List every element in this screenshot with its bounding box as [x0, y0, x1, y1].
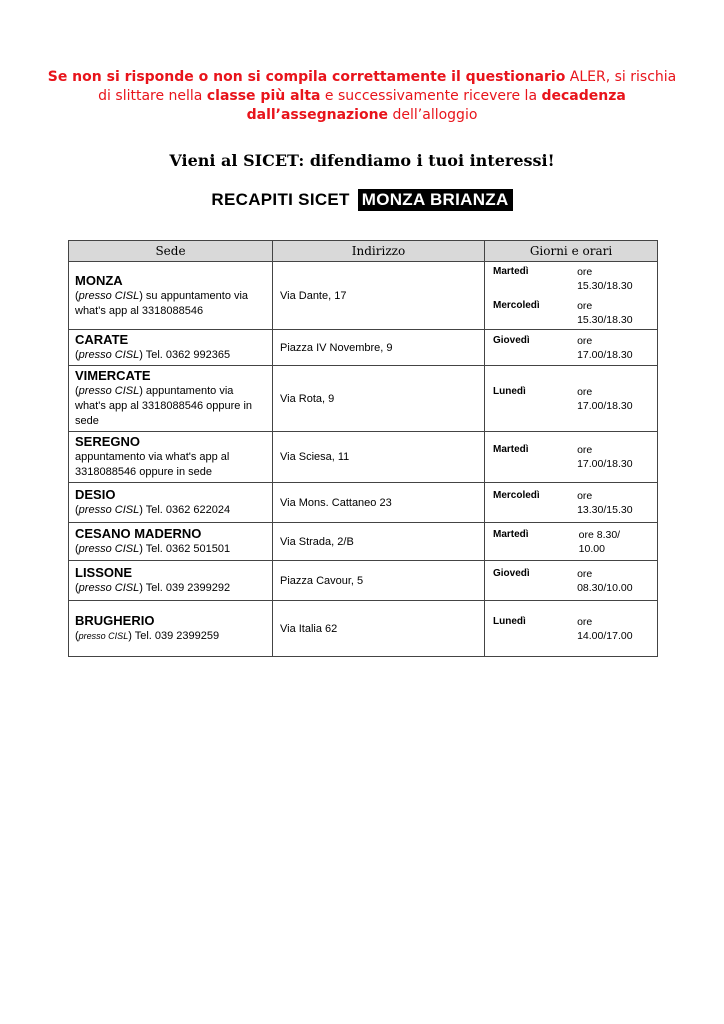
slot-time: ore 17.00/18.30: [577, 385, 633, 412]
table-row: [69, 330, 658, 366]
cell-sede: [69, 432, 273, 483]
slot-day: Lunedì: [493, 615, 526, 627]
slot-time: ore 15.30/18.30: [577, 265, 633, 292]
header-sede: Sede: [69, 241, 273, 262]
table-row: [69, 523, 658, 561]
slot-time: ore 13.30/15.30: [577, 489, 633, 516]
time-slot: [493, 299, 649, 327]
cell-address: Via Rota, 9: [273, 366, 485, 432]
warning-text-6: dell’alloggio: [388, 107, 478, 123]
slot-time: ore 17.00/18.30: [577, 334, 633, 361]
office-presso: presso CISL: [78, 289, 140, 302]
office-desc: (presso CISL) Tel. 0362 622024: [75, 504, 231, 516]
cell-sede: [69, 601, 273, 657]
office-desc: (presso CISL) su appuntamento via what's app al 3318088546: [75, 289, 249, 317]
office-presso: presso CISL: [78, 504, 140, 516]
slot-day: Mercoledì: [493, 299, 540, 311]
cell-times: [485, 330, 658, 366]
cell-sede: [69, 523, 273, 561]
office-name: DESIO: [75, 487, 116, 502]
office-desc: (presso CISL) Tel. 0362 992365: [75, 349, 231, 361]
warning-bold-3: classe più alta: [206, 88, 321, 104]
slot-time: ore 14.00/17.00: [577, 615, 633, 642]
slot-day: Mercoledì: [493, 489, 540, 501]
cell-times: [485, 432, 658, 483]
office-presso: presso CISL: [78, 631, 129, 641]
slot-day: Giovedì: [493, 334, 530, 346]
office-name: LISSONE: [75, 565, 133, 580]
office-name: VIMERCATE: [75, 368, 151, 383]
cell-address: Via Italia 62: [273, 601, 485, 657]
table-row: [69, 432, 658, 483]
office-desc-text: ) Tel. 0362 992365: [139, 349, 231, 361]
office-presso: presso CISL: [78, 582, 140, 594]
office-desc-text: ) appuntamento via what's app al 3318088546 oppure in sede: [75, 385, 253, 427]
slot-day: Martedì: [493, 265, 529, 277]
cell-times: [485, 262, 658, 330]
cell-sede: [69, 330, 273, 366]
cell-sede: [69, 483, 273, 523]
cell-sede: [69, 262, 273, 330]
time-slot: [493, 489, 649, 517]
slot-time: ore 17.00/18.30: [577, 444, 633, 470]
slot-day: Lunedì: [493, 385, 526, 397]
office-desc-text: ) Tel. 039 2399292: [139, 582, 231, 594]
slot-day: Giovedì: [493, 567, 530, 579]
office-desc: (presso CISL) Tel. 039 2399259: [75, 630, 220, 642]
time-slot: [493, 443, 649, 471]
office-desc-text: ) su appuntamento via what's app al 3318088546: [75, 289, 249, 317]
office-desc-text: ) Tel. 0362 622024: [139, 504, 231, 516]
cell-times: [485, 561, 658, 601]
tagline: Vieni al SICET: difendiamo i tuoi interessi!: [169, 151, 555, 170]
time-slot: [493, 528, 649, 556]
cell-times: [485, 523, 658, 561]
office-desc-text: ) Tel. 0362 501501: [139, 543, 231, 555]
header-indirizzo: Indirizzo: [273, 241, 485, 262]
warning-bold-5: decadenza dall’assegnazione: [246, 88, 626, 123]
slot-time: ore 8.30/ 10.00: [578, 528, 621, 555]
cell-address: Piazza Cavour, 5: [273, 561, 485, 601]
office-name: MONZA: [75, 272, 123, 288]
cell-sede: [69, 366, 273, 432]
slot-time: ore 15.30/18.30: [577, 299, 633, 326]
office-desc: (presso CISL) Tel. 0362 501501: [75, 543, 231, 555]
offices-body: [69, 262, 658, 657]
cell-address: Via Sciesa, 11: [273, 432, 485, 483]
time-slot: [493, 567, 649, 595]
office-desc: (presso CISL) appuntamento via what's app al 3318088546 oppure in sede: [75, 385, 253, 427]
table-row: [69, 601, 658, 657]
office-presso: presso CISL: [78, 385, 140, 397]
time-slot: [493, 385, 649, 413]
warning-bold-1: Se non si risponde o non si compila correttamente il questionario: [47, 69, 566, 85]
office-presso: presso CISL: [78, 543, 140, 555]
slot-day: Martedì: [493, 444, 529, 455]
slot-time: ore 08.30/10.00: [577, 567, 633, 594]
office-desc: (presso CISL) Tel. 039 2399292: [75, 582, 231, 594]
table-row: [69, 561, 658, 601]
offices-table: [68, 240, 658, 657]
table-row: [69, 366, 658, 432]
cell-times: [485, 601, 658, 657]
office-name: BRUGHERIO: [75, 613, 155, 628]
office-name: CESANO MADERNO: [75, 526, 202, 541]
recapiti-label: RECAPITI SICET: [211, 190, 350, 209]
table-row: [69, 262, 658, 330]
cell-address: Via Strada, 2/B: [273, 523, 485, 561]
cell-sede: [69, 561, 273, 601]
cell-address: Via Mons. Cattaneo 23: [273, 483, 485, 523]
time-slot: [493, 334, 649, 362]
warning-text-2: ALER, si rischia di slittare nella: [98, 69, 677, 104]
office-presso: presso CISL: [78, 349, 140, 361]
office-desc-text: ) Tel. 039 2399259: [128, 630, 220, 642]
warning-text-4: e successivamente ricevere la: [320, 88, 542, 104]
table-row: [69, 483, 658, 523]
header-orari: Giorni e orari: [485, 241, 658, 262]
cell-address: Via Dante, 17: [273, 262, 485, 330]
cell-address: Piazza IV Novembre, 9: [273, 330, 485, 366]
time-slot: [493, 615, 649, 643]
recapiti-highlight: MONZA BRIANZA: [358, 189, 513, 211]
slot-day: Martedì: [493, 528, 529, 540]
time-slot: [493, 265, 649, 293]
cell-times: [485, 366, 658, 432]
cell-times: [485, 483, 658, 523]
table-header-row: [69, 241, 658, 262]
office-name: SEREGNO: [75, 434, 141, 449]
office-name: CARATE: [75, 332, 129, 347]
aler-warning: [40, 68, 684, 125]
recapiti-heading: [0, 190, 724, 210]
office-desc: appuntamento via what's app al 3318088546 oppure in sede: [75, 451, 230, 478]
